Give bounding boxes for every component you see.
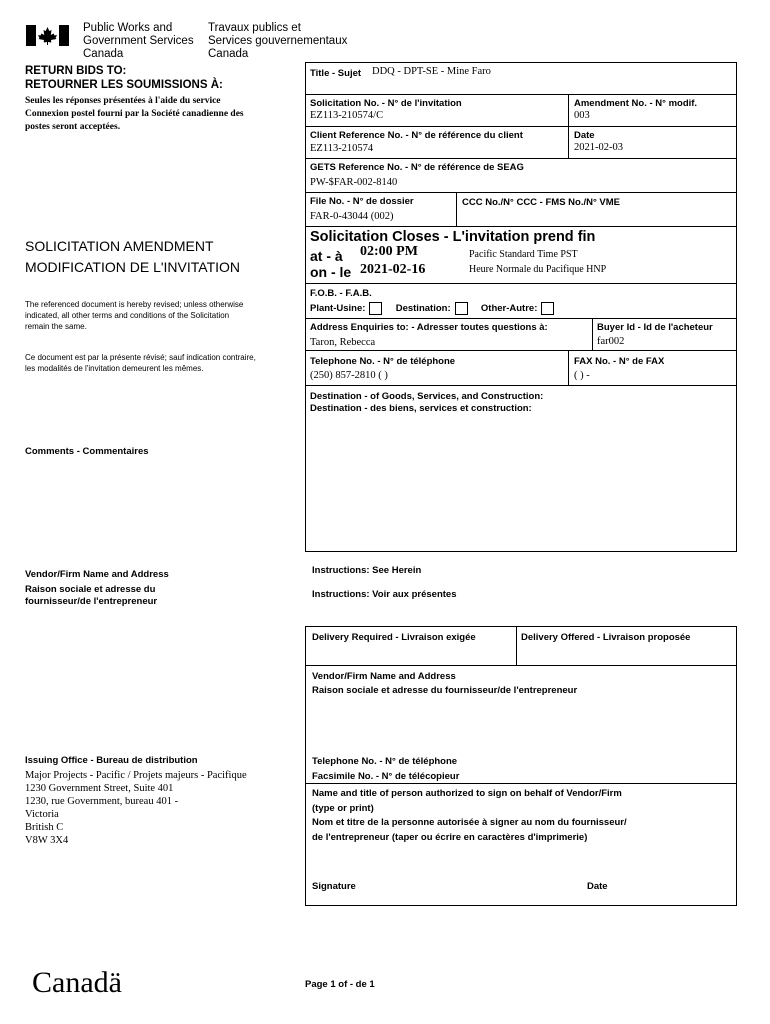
- telephone-label: Telephone No. - N° de téléphone: [310, 356, 456, 367]
- page-number: Page 1 of - de 1: [305, 979, 375, 990]
- other-checkbox[interactable]: [541, 302, 554, 315]
- signature-label: Signature: [312, 881, 356, 892]
- plant-label: Plant-Usine:: [310, 303, 366, 315]
- plant-checkbox[interactable]: [369, 302, 382, 315]
- buyer-id-label: Buyer Id - Id de l'acheteur: [597, 322, 713, 333]
- closes-label: Solicitation Closes - L'invitation prend fin: [310, 229, 596, 245]
- delivery-required-label: Delivery Required - Livraison exigée: [312, 632, 476, 643]
- client-ref-label: Client Reference No. - N° de référence du client: [310, 130, 523, 141]
- dept-en-line: Canada: [83, 48, 124, 60]
- authorized-line: (type or print): [312, 802, 374, 814]
- timezone-en: Pacific Standard Time PST: [469, 249, 578, 260]
- destination-checkbox[interactable]: [455, 302, 468, 315]
- solicitation-no-value: EZ113-210574/C: [310, 110, 384, 121]
- file-no-label: File No. - N° de dossier: [310, 196, 414, 207]
- at-label: at - à: [310, 248, 343, 264]
- telephone-value: (250) 857-2810 ( ): [310, 370, 388, 381]
- issuing-office-label: Issuing Office - Bureau de distribution: [25, 755, 198, 766]
- vendor-fr-label: [25, 584, 157, 608]
- issuing-office-address: [25, 769, 247, 847]
- date-label: Date: [574, 130, 595, 141]
- revised-notice-en: [25, 299, 243, 332]
- delivery-offered-label: Delivery Offered - Livraison proposée: [521, 632, 691, 643]
- revised-notice-fr: [25, 352, 256, 374]
- amendment-no-label: Amendment No. - N° modif.: [574, 98, 698, 109]
- destination-goods-line: Destination - of Goods, Services, and Construction:: [310, 391, 544, 402]
- on-label: on - le: [310, 264, 352, 280]
- revised-fr-line: Ce document est par la présente révisé; sauf indication contraire,: [25, 353, 256, 362]
- fax-label: FAX No. - N° de FAX: [574, 356, 665, 367]
- closing-date: 2021-02-16: [360, 262, 426, 277]
- client-ref-value: EZ113-210574: [310, 143, 374, 154]
- instructions-en: Instructions: See Herein: [312, 565, 422, 576]
- gets-ref-value: PW-$FAR-002-8140: [310, 177, 398, 188]
- vendor-title-label: Vendor/Firm Name and Address: [25, 569, 169, 580]
- buyer-id-value: far002: [597, 336, 625, 347]
- dept-fr-line: Canada: [208, 48, 249, 60]
- revised-en-line: remain the same.: [25, 322, 87, 331]
- dept-fr-line: Travaux publics et: [208, 22, 301, 34]
- address-enquiries-value: Taron, Rebecca: [310, 337, 376, 348]
- issuing-address-line: V8W 3X4: [25, 835, 69, 846]
- return-bids-line: RETOURNER LES SOUMISSIONS À:: [25, 79, 223, 91]
- revised-en-line: The referenced document is hereby revised; unless otherwise: [25, 300, 244, 309]
- closing-time: 02:00 PM: [360, 244, 418, 259]
- vendor-fax-label: Facsimile No. - N° de télécopieur: [312, 771, 460, 782]
- return-note-line: postes seront acceptées.: [25, 122, 121, 132]
- amendment-title-line: SOLICITATION AMENDMENT: [25, 238, 214, 254]
- return-bids-heading: [25, 64, 223, 92]
- department-name-fr: [208, 22, 347, 61]
- return-note-line: Connexion postel fourni par la Société canadienne des: [25, 109, 244, 119]
- other-label: Other-Autre:: [480, 303, 538, 315]
- amendment-no-value: 003: [574, 110, 590, 121]
- vendor-name-line: Raison sociale et adresse du fournisseur/de l'entrepreneur: [312, 685, 578, 696]
- dept-en-line: Public Works and: [83, 22, 173, 34]
- vendor-name-label: [312, 670, 577, 698]
- issuing-address-line: Major Projects - Pacific / Projets majeurs - Pacifique: [25, 770, 247, 781]
- vendor-name-line: Vendor/Firm Name and Address: [312, 671, 456, 682]
- department-name-en: [83, 22, 194, 61]
- title-label: Title - Sujet: [310, 68, 362, 79]
- amendment-title-line: MODIFICATION DE L'INVITATION: [25, 259, 241, 275]
- fob-options: [310, 302, 554, 315]
- canada-wordmark: Canadä: [32, 966, 122, 999]
- amendment-title: [25, 236, 240, 278]
- return-note: [25, 95, 244, 134]
- revised-fr-line: les modalités de l'invitation demeurent les mêmes.: [25, 364, 204, 373]
- title-value: DDQ - DPT-SE - Mine Faro: [372, 66, 491, 77]
- destination-label: Destination:: [395, 303, 451, 315]
- authorized-person-label: [312, 787, 627, 845]
- dept-fr-line: Services gouvernementaux: [208, 35, 348, 47]
- canada-flag-logo: [26, 25, 69, 46]
- destination-goods-line: Destination - des biens, services et construction:: [310, 403, 532, 414]
- return-bids-line: RETURN BIDS TO:: [25, 65, 127, 77]
- issuing-address-line: 1230, rue Government, bureau 401 -: [25, 796, 179, 807]
- comments-label: Comments - Commentaires: [25, 446, 149, 457]
- gets-ref-label: GETS Reference No. - N° de référence de SEAG: [310, 162, 524, 173]
- authorized-line: de l'entrepreneur (taper ou écrire en caractères d'imprimerie): [312, 831, 588, 843]
- instructions-fr: Instructions: Voir aux présentes: [312, 589, 457, 600]
- authorized-line: Name and title of person authorized to sign on behalf of Vendor/Firm: [312, 788, 622, 799]
- address-enquiries-label: Address Enquiries to: - Adresser toutes questions à:: [310, 322, 548, 333]
- fax-value: ( ) -: [574, 370, 590, 381]
- return-note-line: Seules les réponses présentées à l'aide du service: [25, 96, 221, 106]
- file-no-value: FAR-0-43044 (002): [310, 211, 394, 222]
- dept-en-line: Government Services: [83, 35, 194, 47]
- issuing-address-line: 1230 Government Street, Suite 401: [25, 783, 174, 794]
- solicitation-no-label: Solicitation No. - N° de l'invitation: [310, 98, 462, 109]
- vendor-fr-line: fournisseur/de l'entrepreneur: [25, 596, 158, 607]
- timezone-fr: Heure Normale du Pacifique HNP: [469, 264, 607, 275]
- vendor-telephone-label: Telephone No. - N° de téléphone: [312, 756, 458, 767]
- destination-goods-label: [310, 391, 543, 415]
- date-value: 2021-02-03: [574, 142, 623, 153]
- vendor-fr-line: Raison sociale et adresse du: [25, 584, 156, 595]
- revised-en-line: indicated, all other terms and conditions of the Solicitation: [25, 311, 230, 320]
- ccc-no-label: CCC No./N° CCC - FMS No./N° VME: [462, 197, 621, 208]
- issuing-address-line: Victoria: [25, 809, 59, 820]
- signature-date-label: Date: [587, 881, 608, 892]
- issuing-address-line: British C: [25, 822, 64, 833]
- authorized-line: Nom et titre de la personne autorisée à signer au nom du fournisseur/: [312, 817, 627, 828]
- fob-label: F.O.B. - F.A.B.: [310, 288, 372, 299]
